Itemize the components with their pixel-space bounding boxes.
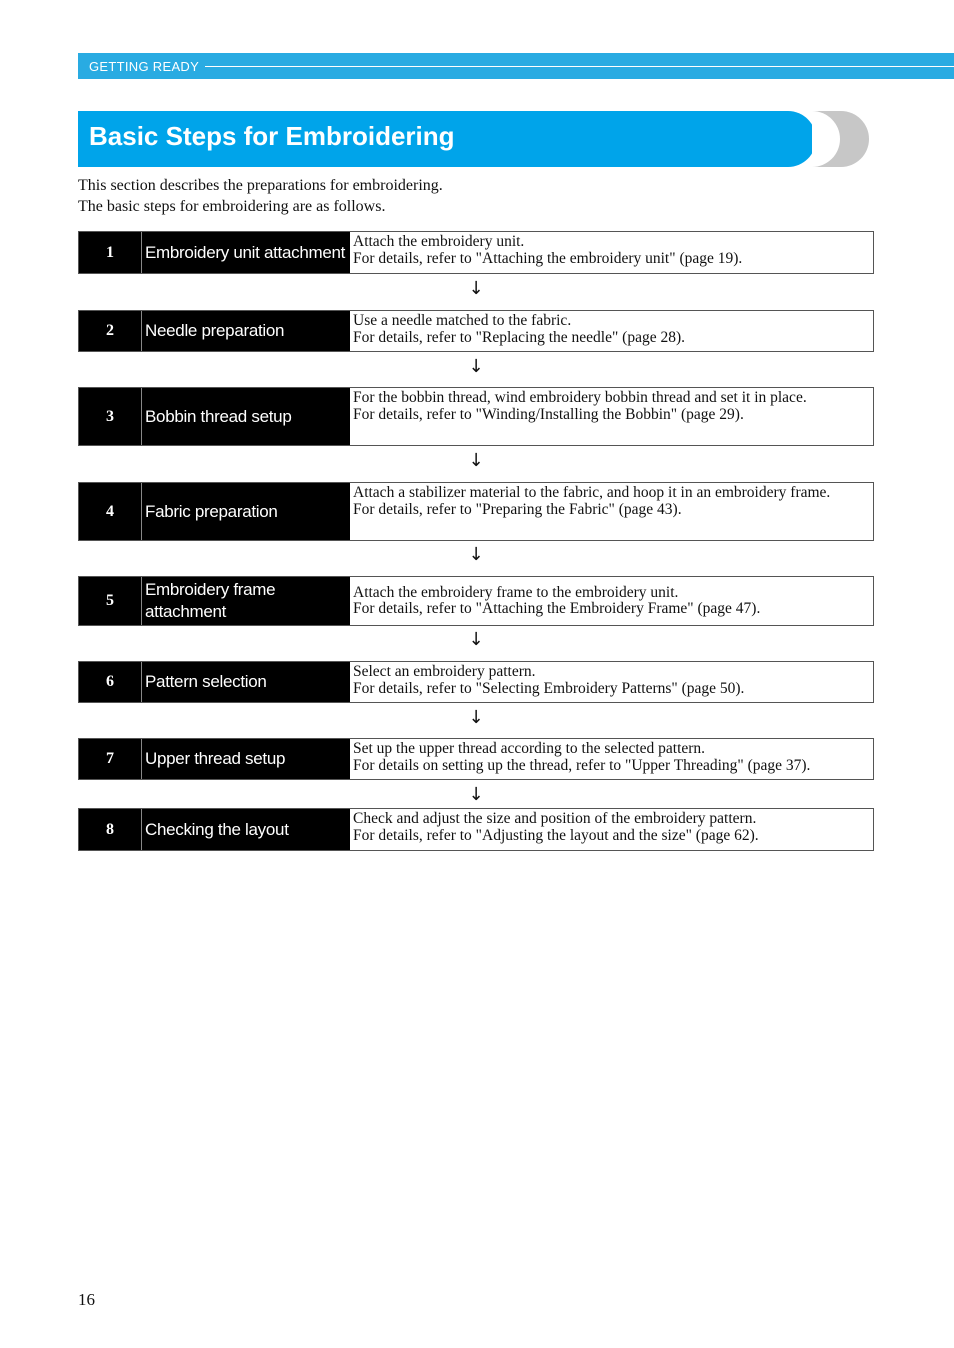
step-description-line: For details, refer to "Selecting Embroidery Patterns" (page 50).	[353, 679, 745, 697]
step-description	[350, 483, 873, 540]
section-label: GETTING READY	[89, 59, 200, 74]
step-name: Fabric preparation	[142, 483, 350, 540]
step-description-line: For details, refer to "Attaching the Embroidery Frame" (page 47).	[353, 600, 761, 617]
step-description-line: For details, refer to "Preparing the Fabric" (page 43).	[353, 500, 682, 518]
step-number: 7	[79, 739, 142, 779]
step-name: Bobbin thread setup	[142, 388, 350, 445]
step-description	[350, 662, 873, 702]
step-description-line: Attach the embroidery unit.	[353, 233, 525, 250]
step-description-line: Attach the embroidery frame to the embroidery unit.	[353, 583, 679, 601]
step-number: 4	[79, 483, 142, 540]
step-description	[350, 739, 873, 779]
section-header-bar	[78, 53, 954, 79]
step-description-line: For details, refer to "Winding/Installing the Bobbin" (page 29).	[353, 405, 744, 423]
down-arrow-icon: ↓	[468, 707, 484, 728]
section-rule	[205, 66, 954, 67]
step-row-6	[78, 661, 874, 703]
step-name: Pattern selection	[142, 662, 350, 702]
title-banner-cap-inner	[812, 111, 840, 167]
step-description-line: Set up the upper thread according to the selected pattern.	[353, 740, 706, 757]
step-row-4	[78, 482, 874, 541]
step-number: 5	[79, 577, 142, 625]
page-title: Basic Steps for Embroidering	[89, 121, 455, 151]
step-description	[350, 388, 873, 445]
step-number: 6	[79, 662, 142, 702]
step-description-line: Select an embroidery pattern.	[353, 663, 536, 680]
down-arrow-icon: ↓	[468, 784, 484, 805]
down-arrow-icon: ↓	[468, 629, 484, 650]
down-arrow-icon: ↓	[468, 278, 484, 299]
step-description-line: Attach a stabilizer material to the fabric, and hoop it in an embroidery frame.	[353, 484, 831, 501]
step-number: 3	[79, 388, 142, 445]
step-name: Embroidery frame attachment	[142, 577, 350, 625]
step-description	[350, 809, 873, 850]
step-description-line: Use a needle matched to the fabric.	[353, 312, 572, 329]
step-number: 8	[79, 809, 142, 850]
step-row-3	[78, 387, 874, 446]
step-number: 1	[79, 232, 142, 273]
step-name: Upper thread setup	[142, 739, 350, 779]
step-description-line: For details on setting up the thread, refer to "Upper Threading" (page 37).	[353, 756, 811, 774]
step-number: 2	[79, 311, 142, 351]
step-description-line: For the bobbin thread, wind embroidery bobbin thread and set it in place.	[353, 389, 807, 406]
step-description-line: For details, refer to "Replacing the needle" (page 28).	[353, 328, 686, 346]
step-name: Checking the layout	[142, 809, 350, 850]
step-name: Embroidery unit attachment	[142, 232, 350, 273]
step-description	[350, 232, 873, 273]
step-row-1	[78, 231, 874, 274]
title-banner-cap	[812, 111, 869, 167]
page-number: 16	[78, 1290, 95, 1309]
step-description-line: For details, refer to "Attaching the embroidery unit" (page 19).	[353, 249, 743, 267]
intro-text	[78, 175, 858, 217]
down-arrow-icon: ↓	[468, 356, 484, 377]
down-arrow-icon: ↓	[468, 450, 484, 471]
step-description-line: For details, refer to "Adjusting the layout and the size" (page 62).	[353, 826, 759, 844]
step-name: Needle preparation	[142, 311, 350, 351]
intro-line-1: This section describes the preparations for embroidering.	[78, 177, 443, 194]
step-row-5	[78, 576, 874, 626]
intro-line-2: The basic steps for embroidering are as follows.	[78, 198, 386, 215]
step-description-line: Check and adjust the size and position of the embroidery pattern.	[353, 810, 757, 827]
step-row-7	[78, 738, 874, 780]
step-description	[350, 577, 873, 625]
down-arrow-icon: ↓	[468, 544, 484, 565]
step-row-8	[78, 808, 874, 851]
step-row-2	[78, 310, 874, 352]
step-description	[350, 311, 873, 351]
title-banner	[78, 111, 816, 167]
